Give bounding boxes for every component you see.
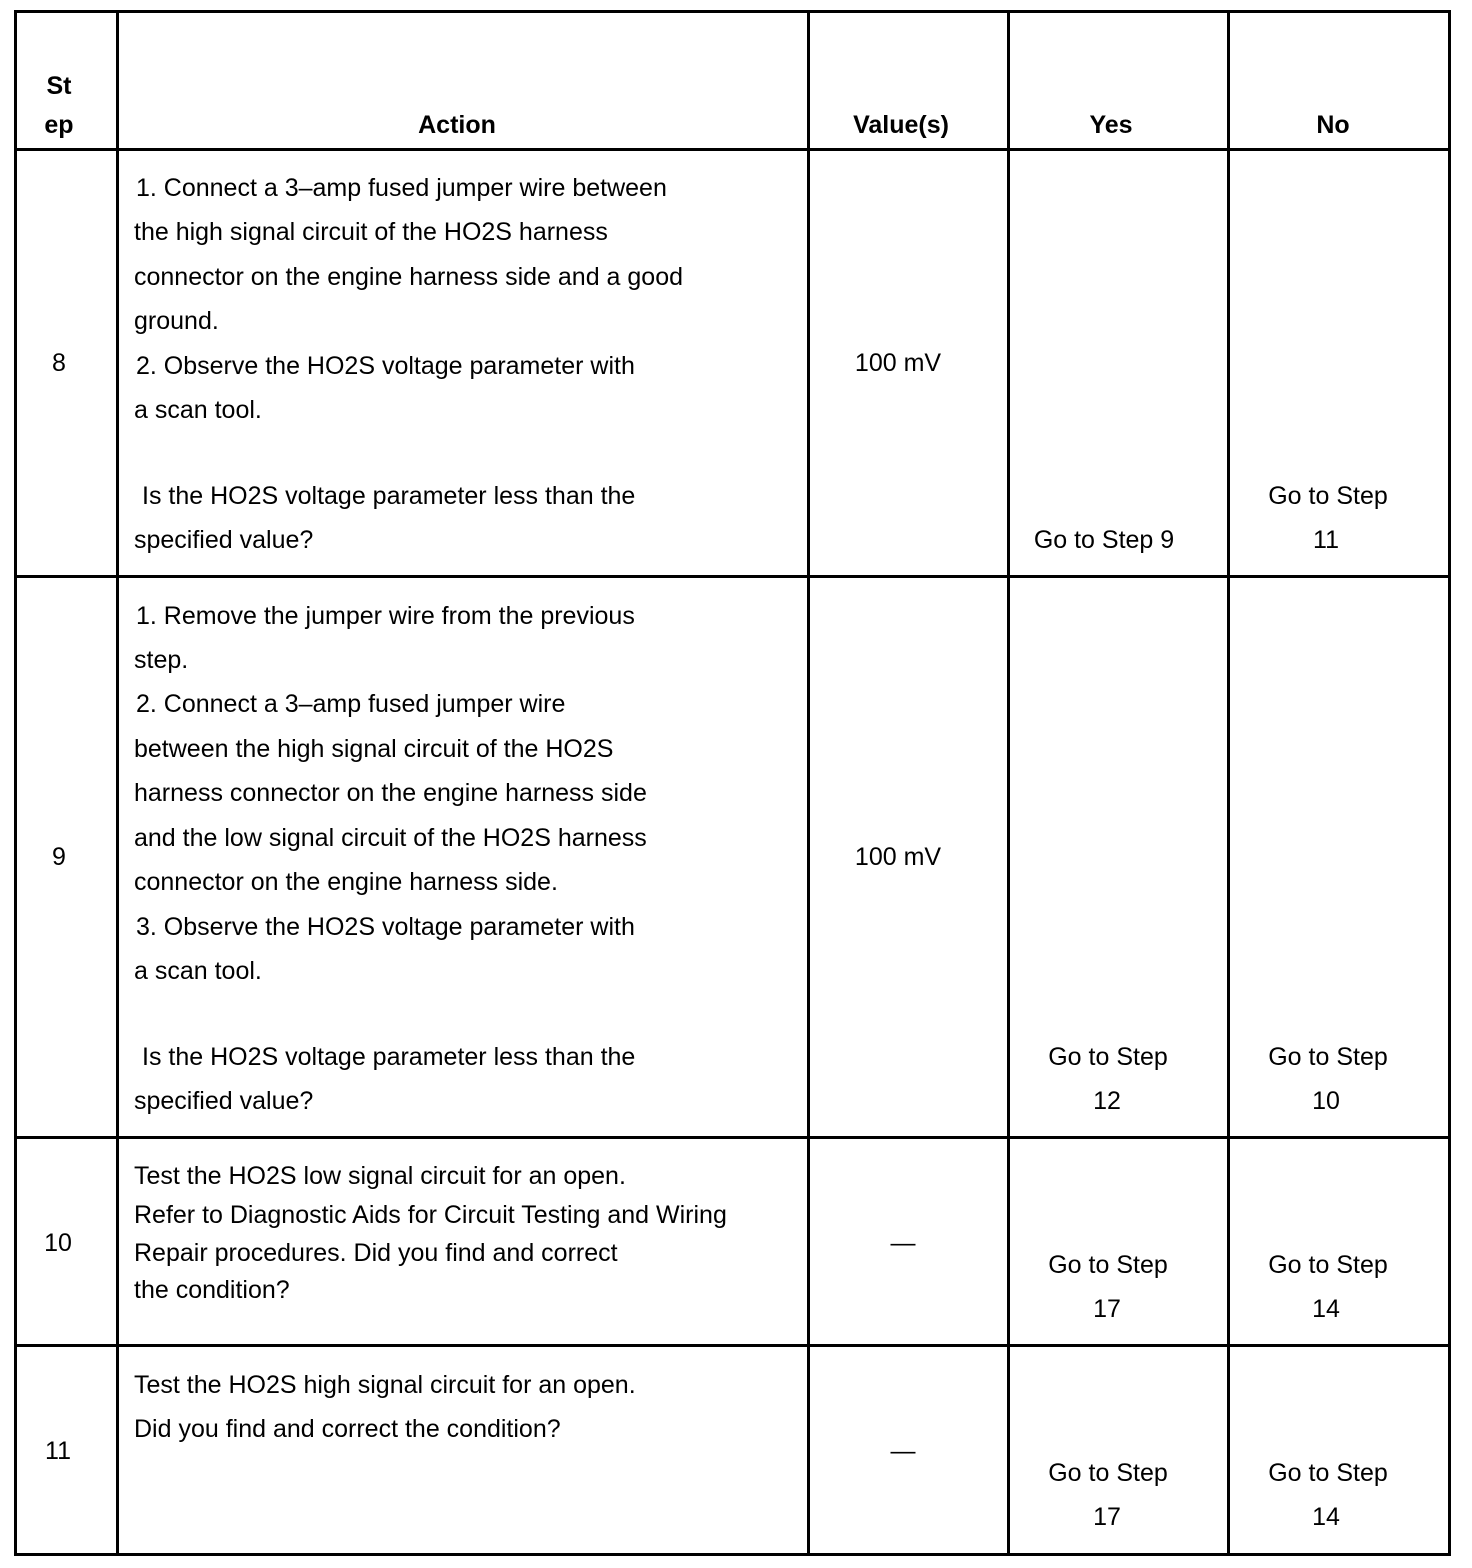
action-line: Repair procedures. Did you find and correct (134, 1239, 618, 1267)
value-cell: — (890, 1229, 916, 1257)
column-divider (116, 10, 119, 1556)
yes-cell: Go to Step (1048, 1459, 1168, 1487)
row-divider (14, 1344, 1451, 1347)
table-border-left (14, 10, 17, 1556)
action-line: connector on the engine harness side and a good (134, 263, 684, 291)
action-line: Refer to Diagnostic Aids for Circuit Testing and Wiring (134, 1201, 727, 1229)
value-cell: 100 mV (854, 843, 942, 871)
action-question: Is the HO2S voltage parameter less than the (142, 482, 636, 510)
no-cell: 14 (1312, 1503, 1340, 1531)
header-values: Value(s) (853, 111, 949, 139)
column-divider (807, 10, 810, 1556)
value-cell: — (890, 1437, 916, 1465)
action-line: harness connector on the engine harness side (134, 779, 647, 807)
yes-cell: 17 (1093, 1503, 1121, 1531)
no-cell: 11 (1313, 526, 1339, 554)
header-action: Action (418, 111, 496, 139)
yes-cell: Go to Step (1048, 1251, 1168, 1279)
action-line: a scan tool. (134, 396, 262, 424)
no-cell: Go to Step (1268, 482, 1388, 510)
step-number: 8 (52, 349, 66, 377)
no-cell: Go to Step (1268, 1251, 1388, 1279)
header-no: No (1316, 111, 1350, 139)
action-line: 2. Observe the HO2S voltage parameter with (136, 352, 635, 380)
column-divider (1007, 10, 1010, 1556)
no-cell: Go to Step (1268, 1459, 1388, 1487)
action-line: and the low signal circuit of the HO2S harness (134, 824, 647, 852)
action-line: 1. Connect a 3–amp fused jumper wire between (136, 174, 667, 202)
yes-cell: Go to Step 9 (1033, 526, 1175, 554)
step-number: 10 (44, 1229, 72, 1257)
table-border-right (1448, 10, 1451, 1556)
table-border-bottom (14, 1553, 1451, 1556)
yes-cell: Go to Step (1048, 1043, 1168, 1071)
no-cell: 10 (1312, 1087, 1340, 1115)
column-divider (1227, 10, 1230, 1556)
yes-cell: 17 (1093, 1295, 1121, 1323)
step-number: 9 (52, 843, 66, 871)
action-question: specified value? (134, 1087, 314, 1115)
table-border-top (14, 10, 1451, 13)
row-divider (14, 575, 1451, 578)
action-line: connector on the engine harness side. (134, 868, 558, 896)
action-line: Did you find and correct the condition? (134, 1415, 561, 1443)
action-line: Test the HO2S low signal circuit for an open. (134, 1162, 626, 1190)
header-step: St (46, 72, 72, 100)
header-step: ep (44, 111, 74, 139)
action-line: ground. (134, 307, 219, 335)
action-line: a scan tool. (134, 957, 262, 985)
row-divider (14, 148, 1451, 151)
step-number: 11 (45, 1437, 71, 1465)
no-cell: 14 (1312, 1295, 1340, 1323)
action-line: 3. Observe the HO2S voltage parameter with (136, 913, 635, 941)
action-line: 1. Remove the jumper wire from the previous (136, 602, 635, 630)
action-line: the high signal circuit of the HO2S harness (134, 218, 608, 246)
action-question: specified value? (134, 526, 314, 554)
action-question: Is the HO2S voltage parameter less than the (142, 1043, 636, 1071)
header-yes: Yes (1089, 111, 1133, 139)
action-line: Test the HO2S high signal circuit for an open. (134, 1371, 636, 1399)
action-line: between the high signal circuit of the HO2S (134, 735, 614, 763)
row-divider (14, 1136, 1451, 1139)
action-line: step. (134, 646, 189, 674)
no-cell: Go to Step (1268, 1043, 1388, 1071)
yes-cell: 12 (1093, 1087, 1121, 1115)
value-cell: 100 mV (854, 349, 942, 377)
action-line: 2. Connect a 3–amp fused jumper wire (136, 690, 566, 718)
action-line: the condition? (134, 1276, 290, 1304)
